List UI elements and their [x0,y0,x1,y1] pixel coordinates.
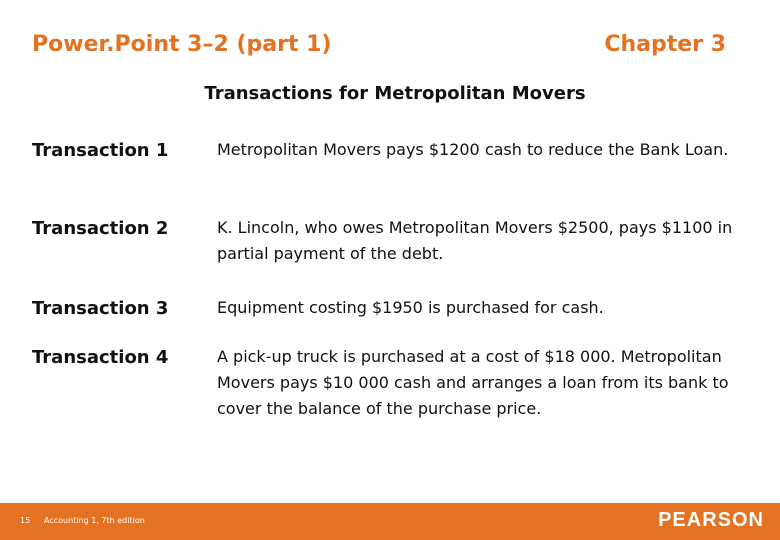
transaction-description: K. Lincoln, who owes Metropolitan Movers $2500, pays $1100 in partial payment of the debt. [217,218,733,263]
transaction-row [32,344,752,422]
slide-subtitle: Transactions for Metropolitan Movers [204,83,586,104]
footer-bar [0,503,780,540]
transaction-description: Equipment costing $1950 is purchased for cash. [217,298,604,317]
chapter-label: Chapter 3 [604,32,726,57]
transaction-row [32,295,752,321]
transaction-label: Transaction 4 [32,347,169,368]
transaction-description: A pick-up truck is purchased at a cost of $18 000. Metropolitan Movers pays $10 000 cash and arranges a loan from its bank to cover the balance of the purchase price. [217,347,729,418]
pearson-logo: PEARSON [658,509,764,531]
transaction-label: Transaction 1 [32,140,169,161]
page-number: 15 [20,516,31,525]
transaction-description: Metropolitan Movers pays $1200 cash to reduce the Bank Loan. [217,140,729,159]
transaction-row [32,137,752,163]
transaction-row [32,215,752,267]
transaction-label: Transaction 2 [32,218,169,239]
transaction-label: Transaction 3 [32,298,169,319]
slide-title: Power.Point 3–2 (part 1) [32,32,332,57]
edition-label: Accounting 1, 7th edition [44,516,145,525]
